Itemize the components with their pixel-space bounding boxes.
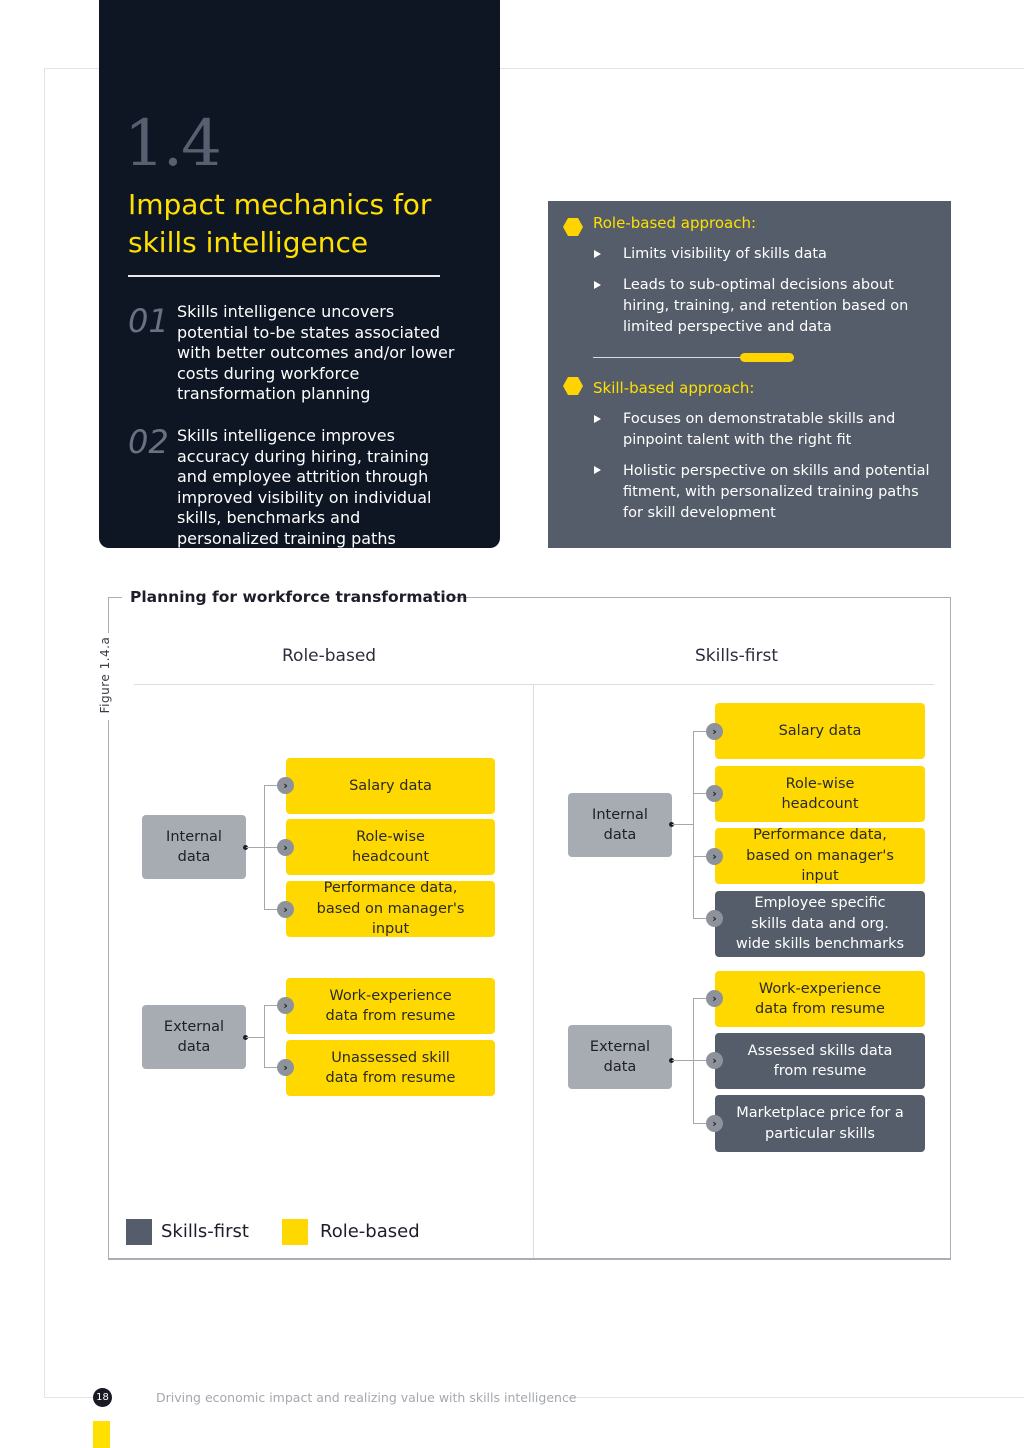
bullet-arrow-icon bbox=[594, 250, 601, 258]
column-heading-rule bbox=[134, 684, 934, 685]
section-number: 1.4 bbox=[124, 107, 220, 181]
data-box: Salary data bbox=[286, 758, 495, 814]
legend-swatch-role-based bbox=[282, 1219, 308, 1245]
bullet-arrow-icon bbox=[594, 415, 601, 423]
chevron-right-icon: › bbox=[706, 1115, 723, 1132]
figure-border bbox=[950, 597, 951, 1259]
data-box: Role-wise headcount bbox=[286, 819, 495, 875]
point-text: Skills intelligence uncovers potential to-be states associated with better outcomes and/or lower costs during workforce transformation planning bbox=[177, 302, 455, 403]
chevron-right-icon: › bbox=[277, 901, 294, 918]
page-frame-bottom bbox=[44, 1397, 94, 1398]
figure-border bbox=[108, 1258, 951, 1260]
page-frame-left bbox=[44, 68, 45, 1398]
point-text: Skills intelligence improves accuracy during hiring, training and employee attrition through improved visibility on individual skills, benchmarks and personalized training paths bbox=[177, 426, 432, 548]
connector-line bbox=[693, 731, 694, 919]
data-box: Work-experience data from resume bbox=[286, 978, 495, 1034]
column-heading-role-based: Role-based bbox=[282, 646, 377, 666]
figure-label: Figure 1.4.a bbox=[98, 636, 112, 714]
connector-line bbox=[672, 824, 693, 825]
chevron-right-icon: › bbox=[277, 839, 294, 856]
internal-data-source: Internal data bbox=[568, 793, 672, 857]
chevron-right-icon: › bbox=[706, 1052, 723, 1069]
data-box: Performance data, based on manager's input bbox=[715, 828, 925, 884]
data-box: Work-experience data from resume bbox=[715, 971, 925, 1027]
footer-text: Driving economic impact and realizing value with skills intelligence bbox=[156, 1390, 577, 1405]
title-divider bbox=[128, 275, 440, 277]
chevron-right-icon: › bbox=[277, 997, 294, 1014]
chevron-right-icon: › bbox=[706, 910, 723, 927]
chevron-right-icon: › bbox=[277, 777, 294, 794]
connector-line bbox=[246, 1037, 264, 1038]
approach-divider bbox=[593, 357, 743, 358]
bullet-arrow-icon bbox=[594, 281, 601, 289]
role-approach-heading: Role-based approach: bbox=[593, 214, 757, 232]
skill-approach-heading: Skill-based approach: bbox=[593, 379, 755, 397]
approach-bullet: Holistic perspective on skills and potential fitment, with personalized training paths for skill development bbox=[623, 463, 930, 521]
footer-accent-bar bbox=[93, 1421, 110, 1448]
data-box: Role-wise headcount bbox=[715, 766, 925, 822]
chevron-right-icon: › bbox=[706, 848, 723, 865]
approach-divider-accent bbox=[740, 353, 794, 362]
connector-line bbox=[672, 1060, 693, 1061]
legend-swatch-skills-first bbox=[126, 1219, 152, 1245]
data-box: Unassessed skill data from resume bbox=[286, 1040, 495, 1096]
approach-bullet: Leads to sub-optimal decisions about hiring, training, and retention based on limited perspective and data bbox=[623, 277, 909, 335]
connector-line bbox=[246, 847, 264, 848]
approach-bullet: Limits visibility of skills data bbox=[623, 246, 827, 262]
data-box: Marketplace price for a particular skills bbox=[715, 1095, 925, 1152]
bullet-arrow-icon bbox=[594, 466, 601, 474]
external-data-source: External data bbox=[142, 1005, 246, 1069]
figure-border bbox=[452, 597, 951, 598]
approach-bullet: Focuses on demonstratable skills and pinpoint talent with the right fit bbox=[623, 411, 896, 448]
section-title: Impact mechanics for skills intelligence bbox=[128, 188, 432, 259]
figure-border bbox=[108, 597, 109, 633]
page-frame-bottom bbox=[566, 1397, 1024, 1398]
internal-data-source: Internal data bbox=[142, 815, 246, 879]
external-data-source: External data bbox=[568, 1025, 672, 1089]
column-divider bbox=[533, 685, 534, 1258]
figure-title: Planning for workforce transformation bbox=[130, 588, 468, 606]
point-number: 01 bbox=[128, 302, 169, 340]
figure-border bbox=[108, 720, 109, 1260]
chevron-right-icon: › bbox=[706, 990, 723, 1007]
chevron-right-icon: › bbox=[706, 785, 723, 802]
page-number: 18 bbox=[93, 1388, 112, 1407]
connector-line bbox=[264, 1005, 265, 1068]
data-box: Performance data, based on manager's input bbox=[286, 881, 495, 937]
data-box: Employee specific skills data and org. wide skills benchmarks bbox=[715, 891, 925, 957]
legend-label: Skills-first bbox=[161, 1221, 249, 1242]
chevron-right-icon: › bbox=[277, 1059, 294, 1076]
data-box: Assessed skills data from resume bbox=[715, 1033, 925, 1089]
column-heading-skills-first: Skills-first bbox=[695, 646, 779, 666]
figure-border bbox=[108, 597, 122, 598]
legend-label: Role-based bbox=[320, 1221, 420, 1242]
data-box: Salary data bbox=[715, 703, 925, 759]
point-number: 02 bbox=[128, 423, 169, 461]
chevron-right-icon: › bbox=[706, 723, 723, 740]
